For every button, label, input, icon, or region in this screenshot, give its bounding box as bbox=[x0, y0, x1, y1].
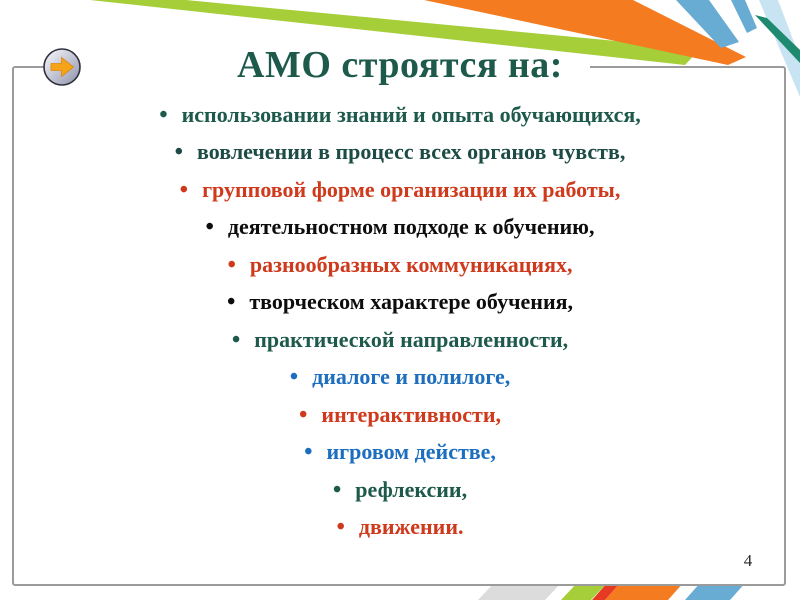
list-item: • диалоге и полилоге, bbox=[0, 359, 800, 397]
nav-arrow-button[interactable] bbox=[42, 47, 82, 87]
list-item: • движении. bbox=[0, 509, 800, 547]
list-item: • игровом действе, bbox=[0, 434, 800, 472]
list-item: • деятельностном подходе к обучению, bbox=[0, 209, 800, 247]
bullet-list bbox=[0, 96, 800, 546]
list-item: • групповой форме организации их работы, bbox=[0, 171, 800, 209]
list-item: • использовании знаний и опыта обучающихся, bbox=[0, 96, 800, 134]
arrow-right-icon bbox=[42, 47, 82, 87]
list-item: • творческом характере обучения, bbox=[0, 284, 800, 322]
blue-stripe-small bbox=[731, 0, 757, 33]
list-item: • вовлечении в процесс всех органов чувств, bbox=[0, 134, 800, 172]
list-item: • разнообразных коммуникациях, bbox=[0, 246, 800, 284]
page-number: 4 bbox=[743, 551, 753, 570]
list-item: • практической направленности, bbox=[0, 321, 800, 359]
list-item: • интерактивности, bbox=[0, 396, 800, 434]
list-item: • рефлексии, bbox=[0, 471, 800, 509]
slide-title: АМО строятся на: bbox=[237, 44, 563, 86]
